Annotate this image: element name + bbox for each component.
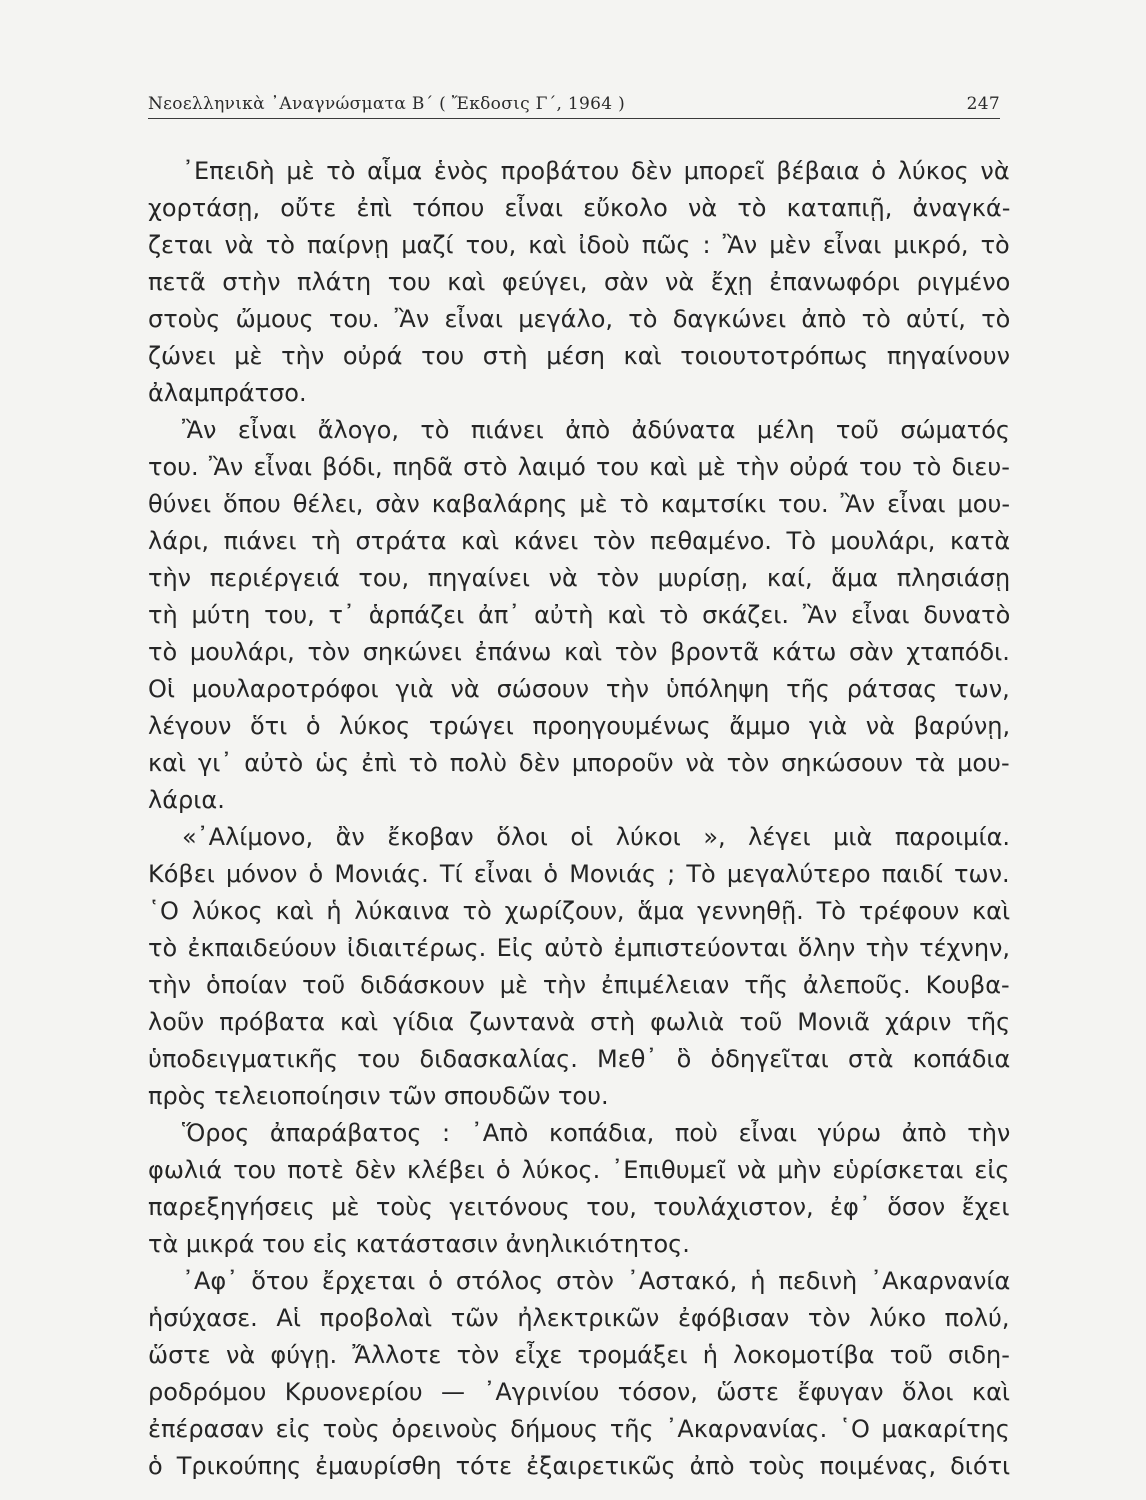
text-line: πετᾶ στὴν πλάτη του καὶ φεύγει, σὰν νὰ ἔχῃ ἐπανωφόρι ριγμένο bbox=[148, 268, 1011, 296]
text-line: θύνει ὅπου θέλει, σὰν καβαλάρης μὲ τὸ καμτσίκι του. Ἂν εἶναι μου- bbox=[148, 490, 1011, 518]
text-line: Ἂν εἶναι ἄλογο, τὸ πιάνει ἀπὸ ἀδύνατα μέλη τοῦ σώματός bbox=[182, 416, 1010, 444]
text-line: «᾿Αλίμονο, ἂν ἔκοβαν ὅλοι οἱ λύκοι », λέγει μιὰ παροιμία. bbox=[182, 823, 1011, 851]
text-line: ροδρόμου Κρυονερίου — ᾿Αγρινίου τόσον, ὥστε ἔφυγαν ὅλοι καὶ bbox=[148, 1378, 1011, 1406]
text-line: τὰ μικρά του εἰς κατάστασιν ἀνηλικιότητος. bbox=[148, 1230, 690, 1258]
text-line: Ὅρος ἀπαράβατος : ᾿Απὸ κοπάδια, ποὺ εἶναι γύρω ἀπὸ τὴν bbox=[182, 1119, 1011, 1147]
running-header bbox=[148, 92, 1000, 119]
text-line: του. Ἂν εἶναι βόδι, πηδᾶ στὸ λαιμό του καὶ μὲ τὴν οὐρά του τὸ διευ- bbox=[148, 453, 1010, 481]
text-line: τὸ μουλάρι, τὸν σηκώνει ἐπάνω καὶ τὸν βροντᾶ κάτω σὰν χταπόδι. bbox=[148, 638, 1010, 666]
text-line: ᾿Επειδὴ μὲ τὸ αἷμα ἑνὸς προβάτου δὲν μπορεῖ βέβαια ὁ λύκος νὰ bbox=[182, 157, 1010, 185]
text-line: ζώνει μὲ τὴν οὐρά του στὴ μέση καὶ τοιουτοτρόπως πηγαίνουν bbox=[148, 342, 1011, 370]
text-line: καὶ γι᾿ αὐτὸ ὡς ἐπὶ τὸ πολὺ δὲν μποροῦν νὰ τὸν σηκώσουν τὰ μου- bbox=[148, 749, 1010, 777]
text-line: πρὸς τελειοποίησιν τῶν σπουδῶν του. bbox=[148, 1082, 609, 1110]
text-line: λοῦν πρόβατα καὶ γίδια ζωντανὰ στὴ φωλιὰ τοῦ Μονιᾶ χάριν τῆς bbox=[148, 1008, 1011, 1036]
text-line: ἀλαμπράτσο. bbox=[148, 379, 307, 407]
text-line: ἐπέρασαν εἰς τοὺς ὀρεινοὺς δήμους τῆς ᾿Ακαρνανίας. ῾Ο μακαρίτης bbox=[148, 1415, 1010, 1443]
text-line: λέγουν ὅτι ὁ λύκος τρώγει προηγουμένως ἄμμο γιὰ νὰ βαρύνῃ, bbox=[148, 712, 1011, 740]
page-number: 247 bbox=[966, 94, 1000, 114]
text-line: ἡσύχασε. Αἱ προβολαὶ τῶν ἠλεκτρικῶν ἐφόβισαν τὸν λύκο πολύ, bbox=[148, 1304, 1010, 1332]
text-line: τὴ μύτη του, τ᾿ ἁρπάζει ἀπ᾿ αὐτὴ καὶ τὸ σκάζει. Ἂν εἶναι δυνατὸ bbox=[148, 601, 1011, 629]
text-line: φωλιά του ποτὲ δὲν κλέβει ὁ λύκος. ᾿Επιθυμεῖ νὰ μὴν εὑρίσκεται εἰς bbox=[148, 1156, 1010, 1184]
text-line: τὸ ἐκπαιδεύουν ἰδιαιτέρως. Εἰς αὐτὸ ἐμπιστεύονται ὅλην τὴν τέχνην, bbox=[148, 934, 1011, 962]
text-line: ῾Ο λύκος καὶ ἡ λύκαινα τὸ χωρίζουν, ἅμα γεννηθῇ. Τὸ τρέφουν καὶ bbox=[148, 897, 1011, 925]
book-title: Νεοελληνικὰ ᾿Αναγνώσματα Β΄ ( Ἔκδοσις Γ΄, 1964 ) bbox=[148, 94, 626, 114]
text-line: Κόβει μόνον ὁ Μονιάς. Τί εἶναι ὁ Μονιάς ; Τὸ μεγαλύτερο παιδί των. bbox=[148, 860, 1010, 888]
text-line: Οἱ μουλαροτρόφοι γιὰ νὰ σώσουν τὴν ὑπόληψη τῆς ράτσας των, bbox=[148, 675, 1010, 703]
text-line: στοὺς ὤμους του. Ἂν εἶναι μεγάλο, τὸ δαγκώνει ἀπὸ τὸ αὐτί, τὸ bbox=[148, 305, 1011, 333]
text-line: λάρια. bbox=[148, 786, 225, 814]
text-line: τὴν ὁποίαν τοῦ διδάσκουν μὲ τὴν ἐπιμέλειαν τῆς ἀλεποῦς. Κουβα- bbox=[148, 971, 1010, 999]
text-line: λάρι, πιάνει τὴ στράτα καὶ κάνει τὸν πεθαμένο. Τὸ μουλάρι, κατὰ bbox=[148, 527, 1011, 555]
text-line: παρεξηγήσεις μὲ τοὺς γειτόνους του, τουλάχιστον, ἐφ᾿ ὅσον ἔχει bbox=[148, 1193, 1010, 1221]
text-line: ὥστε νὰ φύγῃ. Ἄλλοτε τὸν εἶχε τρομάξει ἡ λοκομοτίβα τοῦ σιδη- bbox=[148, 1341, 1010, 1369]
text-line: ᾿Αφ᾿ ὅτου ἔρχεται ὁ στόλος στὸν ᾿Αστακό, ἡ πεδινὴ ᾿Ακαρνανία bbox=[182, 1267, 1011, 1295]
text-line: ὁ Τρικούπης ἐμαυρίσθη τότε ἐξαιρετικῶς ἀπὸ τοὺς ποιμένας, διότι bbox=[148, 1452, 1011, 1480]
text-line: χορτάσῃ, οὔτε ἐπὶ τόπου εἶναι εὔκολο νὰ τὸ καταπιῇ, ἀναγκά- bbox=[148, 194, 1011, 222]
text-line: ὑποδειγματικῆς του διδασκαλίας. Μεθ᾿ ὃ ὁδηγεῖται στὰ κοπάδια bbox=[148, 1045, 1011, 1073]
text-line: τὴν περιέργειά του, πηγαίνει νὰ τὸν μυρίσῃ, καί, ἅμα πλησιάσῃ bbox=[148, 564, 1011, 592]
text-line: ζεται νὰ τὸ παίρνῃ μαζί του, καὶ ἰδοὺ πῶς : Ἂν μὲν εἶναι μικρό, τὸ bbox=[148, 231, 1010, 259]
